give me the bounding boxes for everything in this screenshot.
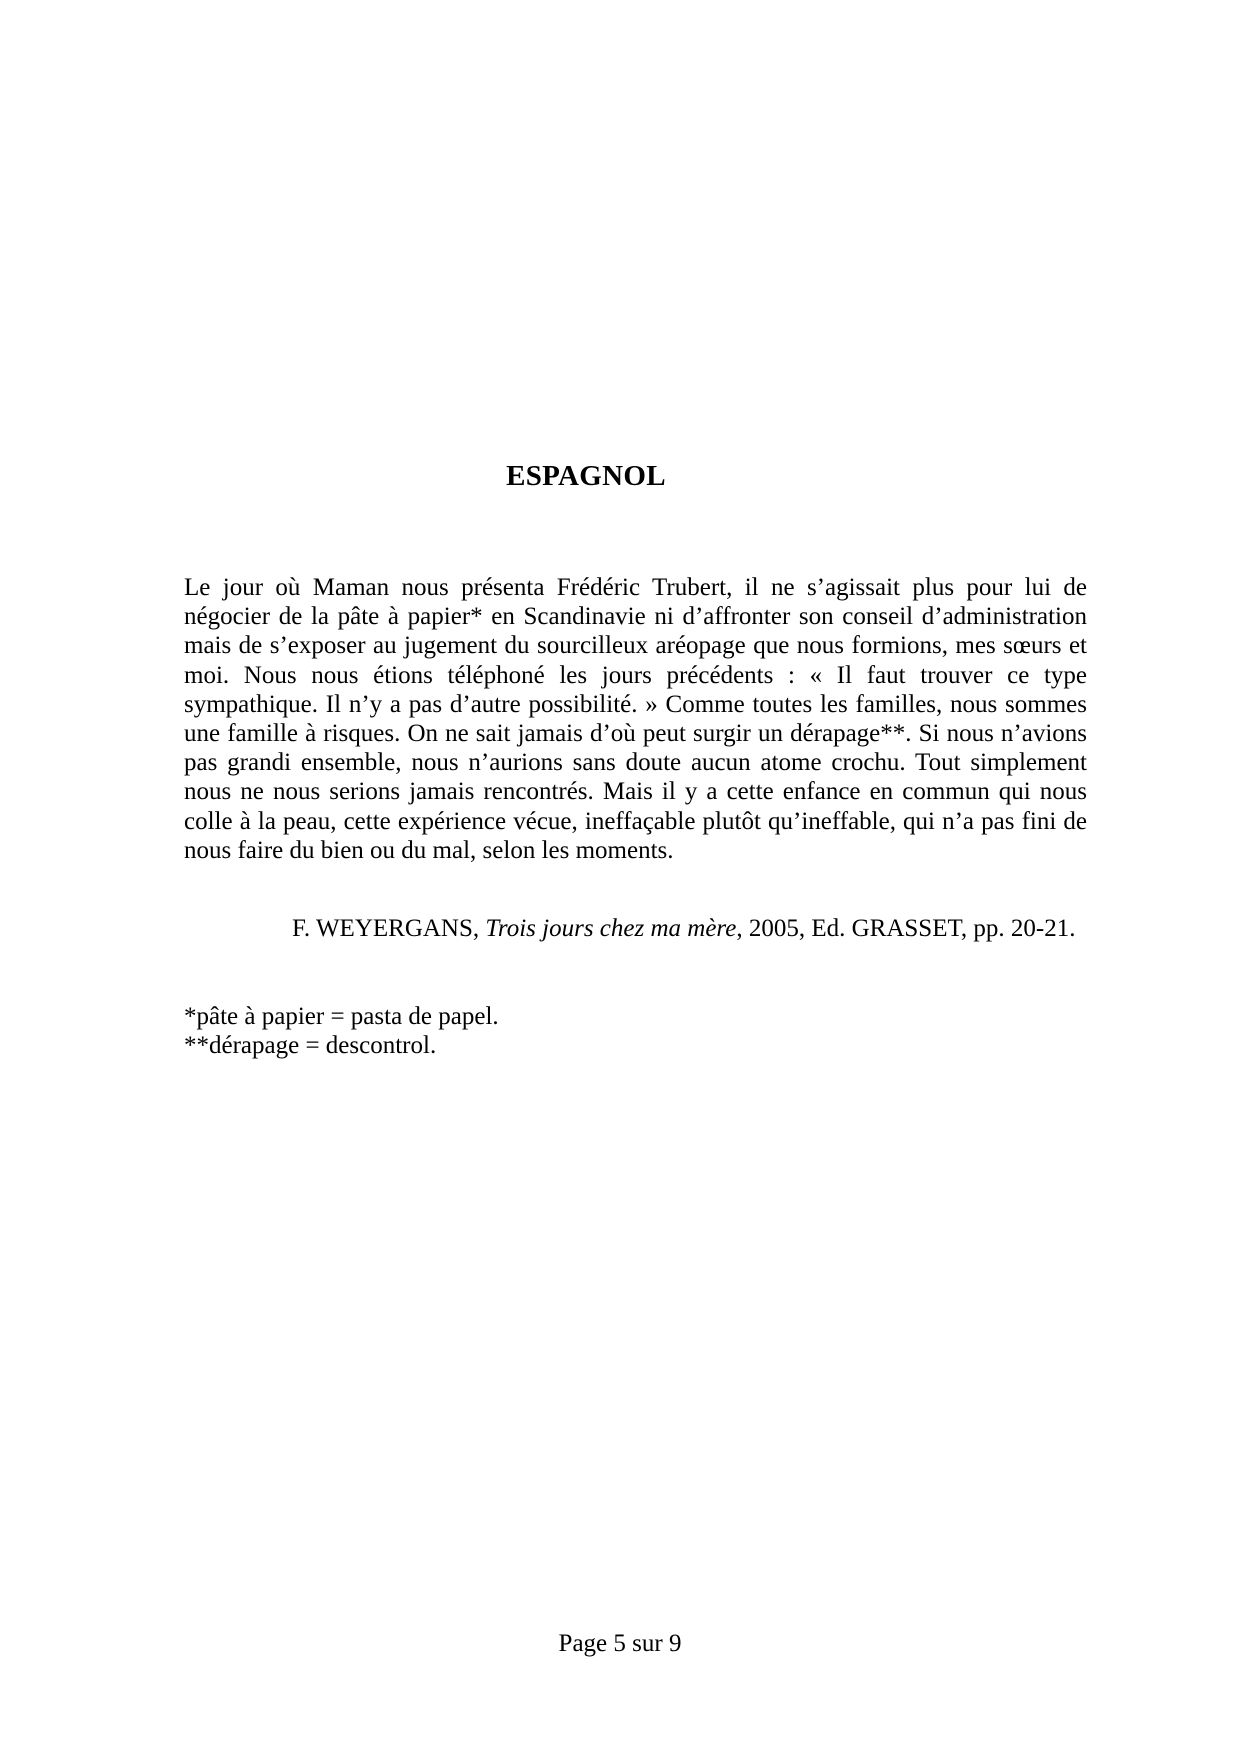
text-passage: Le jour où Maman nous présenta Frédéric Trubert, il ne s’agissait plus pour lui de négocier de la pâte à papier* en Scandinavie ni d’affronter son conseil d’administration mais de s’exposer au jugement du sourcilleux aréopage que nous formions, mes sœurs et moi. Nous nous étions téléphoné les jours précédents : « Il faut trouver ce type sympathique. Il n’y a pas d’autre possibilité. » Comme toutes les familles, nous sommes une famille à risques. On ne sait jamais d’où peut surgir un dérapage**. Si nous n’avions pas grandi ensemble, nous n’aurions sans doute aucun atome crochu. Tout simplement nous ne nous serions jamais rencontrés. Mais il y a cette enfance en commun qui nous colle à la peau, cette expérience vécue, ineffaçable plutôt qu’ineffable, qui n’a pas fini de nous faire du bien ou du mal, selon les moments. [184,574,1087,864]
footnote: **dérapage = descontrol. [184,1032,437,1059]
source-citation [292,915,1112,943]
footnotes [184,1002,499,1060]
citation-author: F. WEYERGANS, [292,915,486,942]
page-number: Page 5 sur 9 [558,1630,682,1657]
footnote: *pâte à papier = pasta de papel. [184,1003,499,1030]
citation-work-title: Trois jours chez ma mère [485,915,737,942]
document-title: ESPAGNOL [506,460,666,492]
citation-details: , 2005, Ed. GRASSET, pp. 20-21. [736,915,1076,942]
